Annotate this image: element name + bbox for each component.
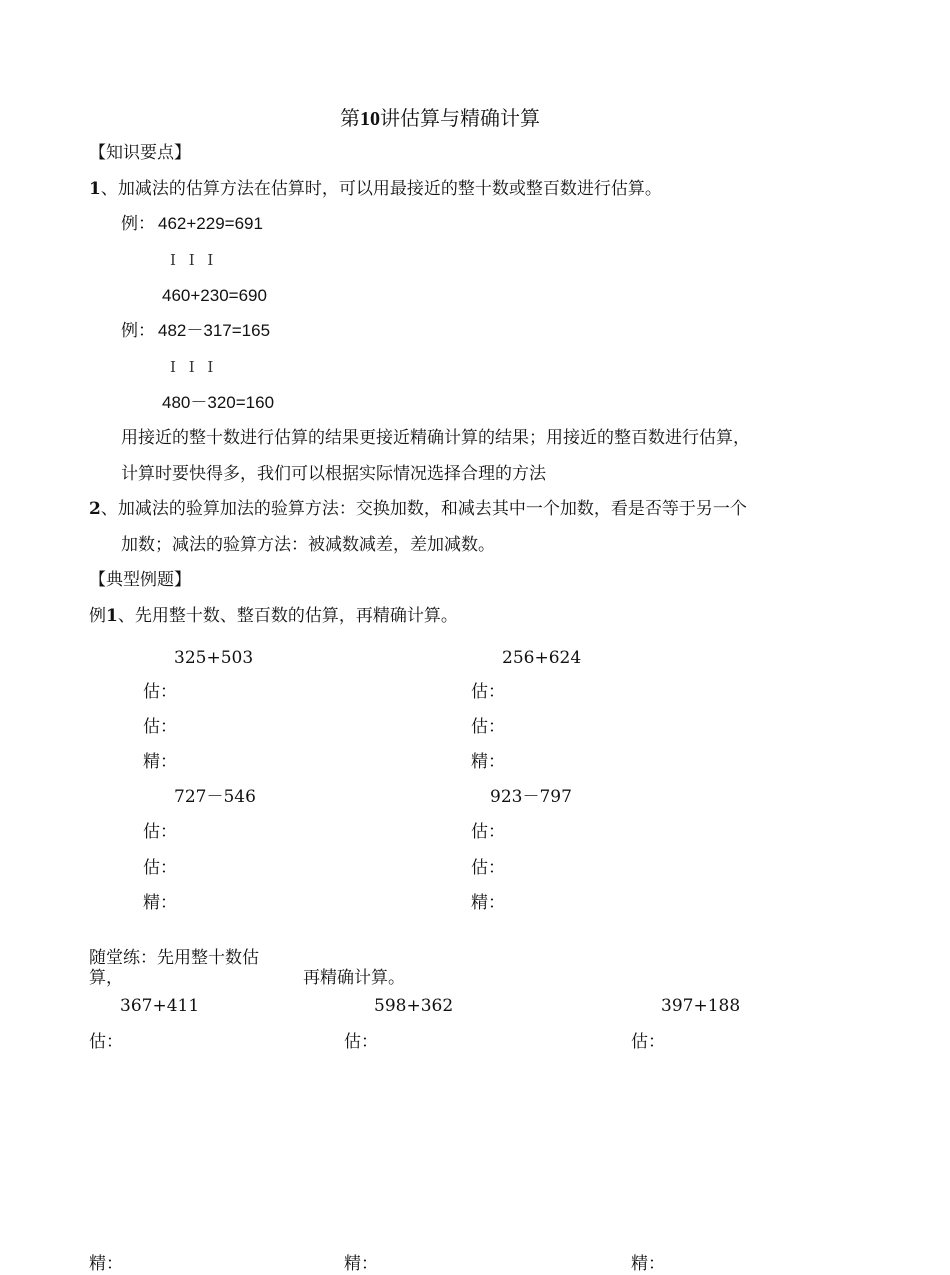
example-label: 例： (121, 214, 155, 234)
practice-expression: 598+362 (374, 996, 454, 1016)
estimate-blank[interactable]: 估： (143, 682, 177, 702)
practice-estimate-blank[interactable]: 估： (344, 1032, 378, 1052)
point-2-line-2: 加数；减法的验算方法：被减数减差，差加减数。 (121, 535, 495, 555)
estimate-equation: 480－320=160 (162, 393, 275, 412)
estimate-blank[interactable]: 估： (471, 717, 505, 737)
practice-exact-blank[interactable]: 精： (344, 1254, 378, 1274)
note-line-1: 用接近的整十数进行估算的结果更接近精确计算的结果；用接近的整百数进行估算， (121, 428, 750, 448)
estimate-equation: 460+230=690 (162, 286, 267, 305)
exact-blank[interactable]: 精： (143, 752, 177, 772)
estimate-blank[interactable]: 估： (471, 682, 505, 702)
practice-instruction-line-1: 随堂练：先用整十数估 (89, 948, 259, 968)
estimate-blank[interactable]: 估： (471, 822, 505, 842)
problem-expression: 923－797 (490, 787, 572, 807)
practice-exact-blank[interactable]: 精： (89, 1254, 123, 1274)
estimate-blank[interactable]: 估： (143, 717, 177, 737)
example-equation: 482－317=165 (158, 321, 271, 340)
practice-instruction-line-2a: 算， (89, 968, 123, 988)
problem-expression: 256+624 (502, 648, 582, 668)
estimate-blank[interactable]: 估： (143, 858, 177, 878)
exact-blank[interactable]: 精： (471, 893, 505, 913)
page-title: 第10讲估算与精确计算 (340, 106, 540, 130)
problem-expression: 325+503 (174, 648, 254, 668)
practice-estimate-blank[interactable]: 估： (89, 1032, 123, 1052)
point-1-text: 1、加减法的估算方法在估算时，可以用最接近的整十数或整百数进行估算。 (89, 179, 662, 199)
approx-marks: I I I (170, 251, 218, 269)
knowledge-heading: 【知识要点】 (89, 143, 191, 163)
example-equation: 462+229=691 (158, 214, 263, 233)
exact-blank[interactable]: 精： (143, 893, 177, 913)
practice-exact-blank[interactable]: 精： (631, 1254, 665, 1274)
point-2-line-1: 2、加减法的验算加法的验算方法：交换加数，和减去其中一个加数，看是否等于另一个 (89, 499, 747, 519)
approx-marks: I I I (170, 358, 218, 376)
problem-expression: 727－546 (174, 787, 256, 807)
example-1-instruction: 例1、先用整十数、整百数的估算，再精确计算。 (89, 606, 458, 626)
practice-expression: 367+411 (120, 996, 200, 1016)
estimate-blank[interactable]: 估： (143, 822, 177, 842)
practice-expression: 397+188 (661, 996, 741, 1016)
exact-blank[interactable]: 精： (471, 752, 505, 772)
example-label: 例： (121, 321, 155, 341)
practice-instruction-line-2b: 再精确计算。 (303, 968, 405, 988)
practice-estimate-blank[interactable]: 估： (631, 1032, 665, 1052)
estimate-blank[interactable]: 估： (471, 858, 505, 878)
examples-heading: 【典型例题】 (89, 570, 191, 590)
note-line-2: 计算时要快得多，我们可以根据实际情况选择合理的方法 (121, 464, 546, 484)
